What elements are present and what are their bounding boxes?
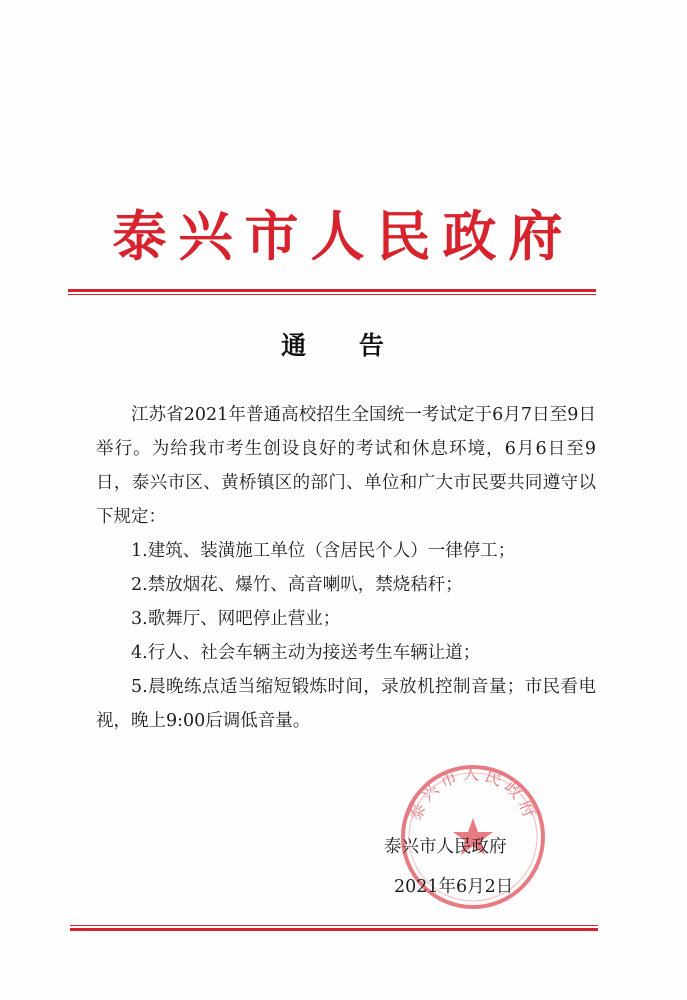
rule-item-3: 3.歌舞厅、网吧停止营业； — [131, 609, 341, 629]
header-divider-thick-line — [68, 289, 596, 292]
notice-title: 通 告 — [281, 331, 406, 360]
signature-date: 2021年6月2日 — [394, 877, 514, 897]
rule-item-1: 1.建筑、装潢施工单位（含居民个人）一律停工； — [131, 541, 516, 561]
rule-item-5: 5.晨晚练点适当缩短锻炼时间，录放机控制音量；市民看电视，晚上9:00后调低音量。 — [96, 677, 596, 731]
document-header-title: 泰兴市人民政府 — [112, 204, 575, 268]
seal-text: 泰兴市人民政府 — [405, 764, 541, 825]
footer-divider-thin-line — [70, 925, 598, 926]
header-divider — [68, 289, 596, 297]
footer-divider-thick-line — [70, 928, 598, 931]
header-divider-thin-line — [68, 294, 596, 295]
notice-intro-paragraph: 江苏省2021年普通高校招生全国统一考试定于6月7日至9日举行。为给我市考生创设良好的考试和休息环境，6月6日至9日，泰兴市区、黄桥镇区的部门、单位和广大市民要共同遵守以下规定： — [96, 405, 596, 527]
rule-item-2: 2.禁放烟花、爆竹、高音喇叭，禁烧秸秆； — [131, 575, 463, 595]
rule-item-4: 4.行人、社会车辆主动为接送考生车辆让道； — [131, 643, 481, 663]
signature-organization: 泰兴市人民政府 — [384, 837, 507, 857]
footer-divider — [70, 925, 598, 933]
notice-body — [96, 398, 596, 738]
svg-text:泰兴市人民政府 — [405, 765, 540, 825]
